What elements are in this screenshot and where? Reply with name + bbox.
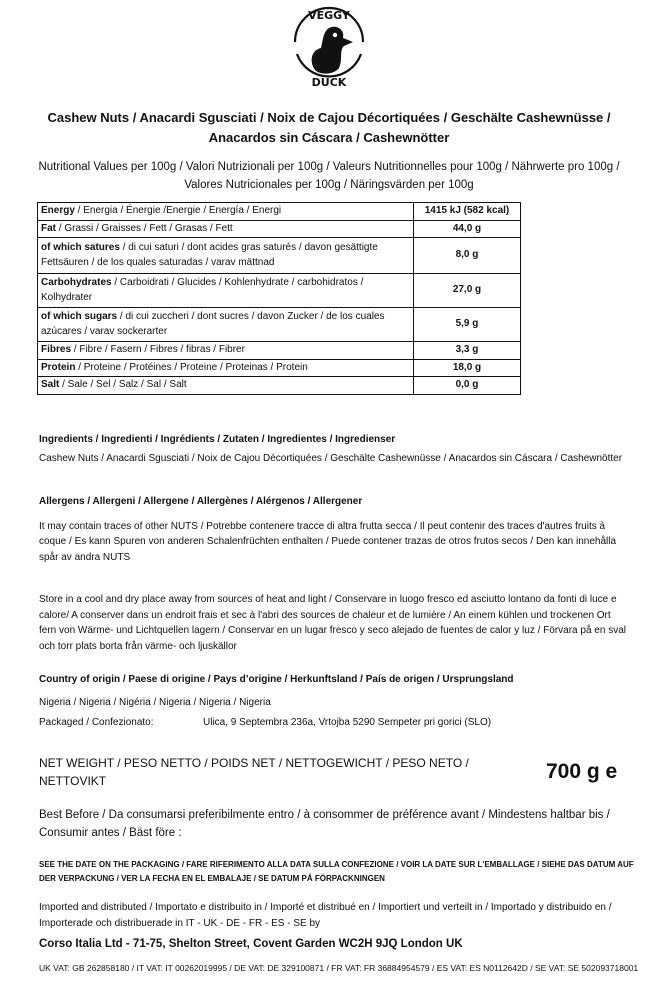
duck-eye (333, 33, 337, 37)
packaged-line (39, 715, 629, 731)
nutrient-label: Fat / Grassi / Graisses / Fett / Grasas / Fett (38, 220, 414, 238)
nutrient-value: 1415 kJ (582 kcal) (414, 203, 521, 221)
nutrient-value: 3,3 g (414, 342, 521, 360)
title-line-2: Anacardos sin Cáscara / Cashewnötter (208, 130, 450, 145)
nutrient-label: Protein / Proteine / Protéines / Proteine / Proteinas / Protein (38, 359, 414, 377)
nutrient-label: Carbohydrates / Carboidrati / Glucides / Kohlenhydrate / carbohidratos / Kolhydrater (38, 274, 414, 308)
best-before-label: Best Before / Da consumarsi preferibilmente entro / à consommer de préférence avant / Mindestens haltbar bis / Consumir antes / Bäst före : (39, 809, 610, 839)
logo-text-duck: DUCK (311, 76, 347, 89)
packaged-label: Packaged / Confezionato: (39, 717, 154, 728)
nutrient-label: Fibres / Fibre / Fasern / Fibres / fibras / Fibrer (38, 342, 414, 360)
nutrient-label: Salt / Sale / Sel / Salz / Sal / Salt (38, 377, 414, 395)
storage-text: Store in a cool and dry place away from sources of heat and light / Conservare in luogo fresco ed asciutto lontano da fonti di luce e calore/ A conserver dans un endroit frais et sec à l'abri des sources de chaleur et de lumière / An einem kühlen und trockenen Ort fern von Wärme- und Lichtquellen lagern / Conservar en un lugar fresco y seco alejado de fuentes de calor y luz / Förvara på en sval och torr plats borta från värme- och ljuskällor (39, 594, 626, 652)
ingredients-heading: Ingredients / Ingredienti / Ingrédients / Zutaten / Ingredientes / Ingredienser (39, 434, 396, 445)
origin-section (39, 672, 629, 731)
nutrition-row-energy (38, 203, 521, 221)
nutrition-row-protein (38, 359, 521, 377)
net-weight-value: 700 g e (546, 760, 618, 783)
nutrient-value: 27,0 g (414, 274, 521, 308)
nutrition-row-carbohydrates (38, 274, 521, 308)
origin-heading: Country of origin / Paese di origine / Pays d’origine / Herkunftsland / País de origen / Ursprungsland (39, 674, 514, 685)
nutrition-intro-line-2: Valores Nutricionales per 100g / Näringsvärden per 100g (184, 179, 474, 191)
origin-text: Nigeria / Nigeria / Nigéria / Nigeria / Nigeria / Nigeria (39, 696, 271, 708)
best-before-note: SEE THE DATE ON THE PACKAGING / FARE RIFERIMENTO ALLA DATA SULLA CONFEZIONE / VOIR LA DATE SUR L'EMBALLAGE / SIEHE DAS DATUM AUF DER VERPACKUNG / VER LA FECHA EN EL EMBALAJE / SE DATUM PÅ FÖRPACKNINGEN (39, 860, 634, 883)
nutrient-label: of which sugars / di cui zuccheri / dont sucres / davon Zucker / de los cuales azúcares / varav sockerarter (38, 308, 414, 342)
nutrition-row-saturates (38, 238, 521, 274)
allergens-section (39, 494, 629, 565)
storage-section (39, 592, 629, 654)
veggy-duck-logo (289, 4, 369, 90)
ingredients-section (39, 432, 629, 466)
logo-text-veggy: VEGGY (308, 9, 350, 22)
ingredients-text: Cashew Nuts / Anacardi Sgusciati / Noix de Cajou Décortiquées / Geschälte Cashewnüsse / Anacardos sin Cáscara / Cashewnötter (39, 452, 623, 464)
nutrition-intro-line-1: Nutritional Values per 100g / Valori Nutrizionali per 100g / Valeurs Nutritionnelles pour 100g / Nährwerte pro 100g / (38, 161, 620, 173)
allergens-heading: Allergens / Allergeni / Allergene / Allergènes / Alérgenos / Allergener (39, 496, 363, 507)
nutrient-value: 8,0 g (414, 238, 521, 274)
nutrient-value: 0,0 g (414, 377, 521, 395)
nutrition-row-sugars (38, 308, 521, 342)
duck-icon (312, 27, 353, 74)
importer-text: Imported and distributed / Importato e distribuito in / Importé et distribué en / Importiert und verteilt in / Importado y distribuido en / Importerade och distribuerade in IT - UK - DE - FR - ES - SE by (39, 902, 612, 929)
nutrient-value: 44,0 g (414, 220, 521, 238)
nutrient-label: Energy / Energia / Énergie /Energie / Energía / Energi (38, 203, 414, 221)
nutrition-table (37, 202, 521, 395)
importer-company: Corso Italia Ltd - 71-75, Shelton Street, Covent Garden WC2H 9JQ London UK (39, 938, 463, 950)
packaged-address: Ulica, 9 Septembra 236a, Vrtojba 5290 Sempeter pri gorici (SLO) (203, 717, 492, 728)
nutrient-label: of which satures / di cui saturi / dont acides gras saturés / davon gesättigte Fettsäuren / de los quales saturadas / varav mättnad (38, 238, 414, 274)
allergens-text: It may contain traces of other NUTS / Potrebbe contenere tracce di altra frutta secca / Il peut contenir des traces d'autres fruits à coque / Es kann Spuren von anderen Schalenfrüchten enthalten / Puede contener trazas de otros frutos secos / Den kan innehålla spår av andra NUTS (39, 520, 617, 563)
nutrition-intro (10, 158, 648, 194)
nutrition-row-fibres (38, 342, 521, 360)
nutrition-row-salt (38, 377, 521, 395)
title-line-1: Cashew Nuts / Anacardi Sgusciati / Noix de Cajou Décortiquées / Geschälte Cashewnüsse / (47, 110, 611, 125)
nutrition-row-fat (38, 220, 521, 238)
nutrient-value: 5,9 g (414, 308, 521, 342)
product-title (10, 108, 648, 148)
vat-numbers: UK VAT: GB 262858180 / IT VAT: IT 00262019995 / DE VAT: DE 329100871 / FR VAT: FR 36884954579 / ES VAT: ES N0112642D / SE VAT: SE 502093718001 (39, 963, 639, 973)
nutrient-value: 18,0 g (414, 359, 521, 377)
net-weight-label: NET WEIGHT / PESO NETTO / POIDS NET / NETTOGEWICHT / PESO NETO / NETTOVIKT (39, 756, 469, 788)
